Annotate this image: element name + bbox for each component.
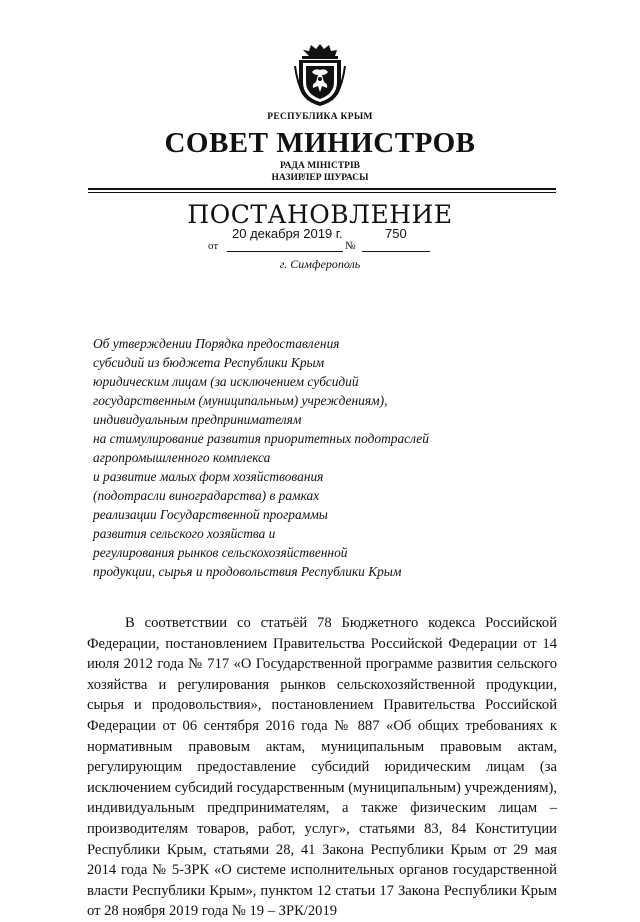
document-date: 20 декабря 2019 г. <box>232 226 343 241</box>
header-divider <box>88 188 556 190</box>
document-type: ПОСТАНОВЛЕНИЕ <box>187 200 453 229</box>
title-line: государственным (муниципальным) учреждениям), <box>93 393 388 408</box>
council-name-ukrainian: РАДА МІНІСТРІВ <box>279 161 360 171</box>
title-line: продукции, сырья и продовольствия Республики Крым <box>93 564 402 579</box>
body-paragraph <box>87 613 557 922</box>
council-name: СОВЕТ МИНИСТРОВ <box>164 127 476 159</box>
document-number: 750 <box>385 226 407 241</box>
document-title <box>93 334 429 581</box>
header-divider-thin <box>88 192 556 193</box>
title-line: агропромышленного комплекса <box>93 450 271 465</box>
title-line: на стимулирование развития приоритетных подотраслей <box>93 431 429 446</box>
body-paragraph-text: В соответствии со статьёй 78 Бюджетного кодекса Российской Федерации, постановлением Правительства Российской Федерации от 14 июля 2012 года № 717 «О Государственной программе развития сельского хозяйства и регулирования рынков сельскохозяйственной продукции, сырья и продовольствия», постановлением Правительства Российской Федерации от 06 сентября 2016 года № 887 «Об общих требованиях к нормативным правовым актам, муниципальным правовым актам, регулирующим предоставление субсидий юридическим лицам (за исключением субсидий государственным (муниципальным) учреждениям), индивидуальным предпринимателям, а также физическим лицам – производителям товаров, работ, услуг», статьями 83, 84 Конституции Республики Крым, статьями 28, 41 Закона Республики Крым от 29 мая 2014 года № 5-ЗРК «О системе исполнительных органов государственной власти Республики Крым», пунктом 12 статьи 17 Закона Республики Крым от 28 ноября 2019 года № 19 – ЗРК/2019 <box>87 615 558 920</box>
document-city: г. Симферополь <box>279 257 361 271</box>
title-line: юридическим лицам (за исключением субсидий <box>93 374 359 389</box>
crimea-coat-of-arms-icon <box>293 42 347 108</box>
title-line: развития сельского хозяйства и <box>93 526 276 541</box>
number-underline <box>362 251 430 252</box>
title-line: регулирования рынков сельскохозяйственной <box>93 545 348 560</box>
date-underline <box>227 251 343 252</box>
republic-name: РЕСПУБЛИКА КРЫМ <box>267 112 373 122</box>
title-line: индивидуальным предпринимателям <box>93 412 302 427</box>
date-label: от <box>208 240 219 252</box>
title-line: и развитие малых форм хозяйствования <box>93 469 324 484</box>
title-line: субсидий из бюджета Республики Крым <box>93 355 325 370</box>
number-label: № <box>345 240 356 252</box>
title-line: реализации Государственной программы <box>93 507 328 522</box>
council-name-crimean-tatar: НАЗИРЛЕР ШУРАСЫ <box>271 173 369 183</box>
title-line: (подотрасли виноградарства) в рамках <box>93 488 320 503</box>
title-line: Об утверждении Порядка предоставления <box>93 336 340 351</box>
